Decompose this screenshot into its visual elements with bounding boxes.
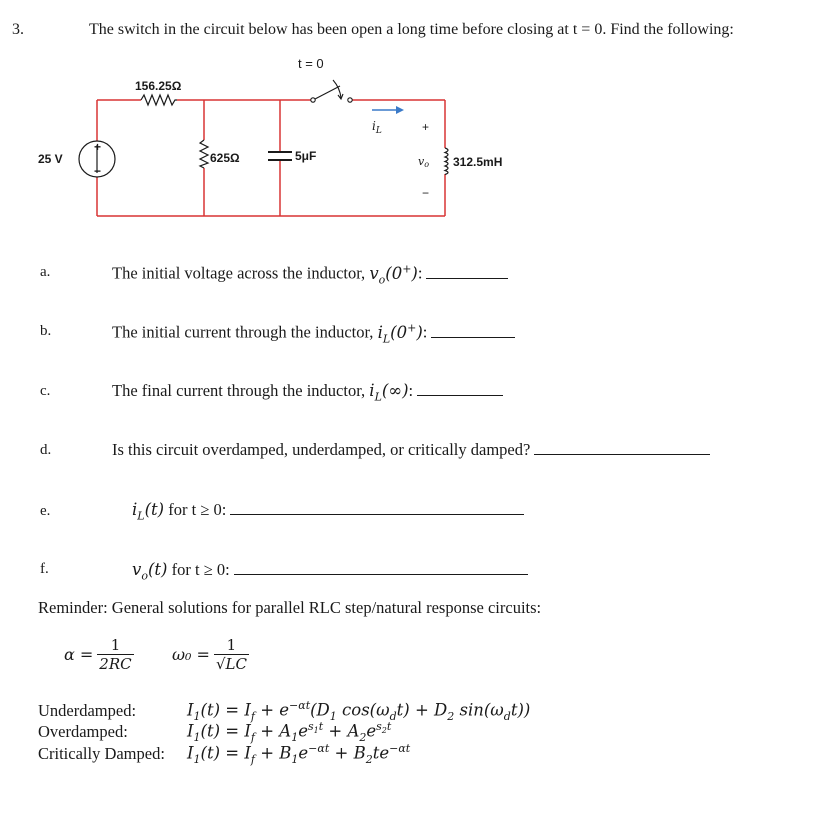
question-c-letter: c. [40,383,51,399]
inductor-label: 312.5mH [453,155,503,169]
answer-e-field[interactable] [230,513,524,515]
alpha-lhs: α = [64,645,94,664]
question-c-text: The final current through the inductor, [112,381,370,400]
case-critical-name: Critically Damped: [38,744,165,763]
alpha-formula [64,636,134,673]
question-a-letter: a. [40,264,51,280]
question-a [112,262,508,286]
capacitor-label: 5μF [295,149,317,163]
question-a-text: The initial voltage across the inductor, [112,263,370,283]
question-b-text: The initial current through the inductor, [112,322,378,342]
question-f-symbol: $v_o(t)$ [132,560,168,583]
current-label: $i_L$ [372,119,382,136]
alpha-den: 2RC [99,655,132,673]
source-plus: + [94,140,102,154]
answer-f-field[interactable] [234,573,528,575]
circuit-diagram [0,0,814,240]
case-critical-formula: $I_1(t) = I_f + B_1e^{-\alpha t} + B_2te^{-\alpha t}$ [187,742,411,766]
inductor [445,148,448,175]
question-a-tail: : [417,263,423,283]
current-arrow [372,106,404,114]
resistor-shunt [200,140,208,168]
question-c-tail: : [408,381,414,400]
reminder-text: Reminder: General solutions for parallel RLC step/natural response circuits: [38,598,542,617]
question-b-letter: b. [40,323,52,339]
answer-a-field[interactable] [426,277,508,279]
case-underdamped-formula: $I_1(t) = I_f + e^{-\alpha t}(D_1$ $\cos(\omega_dt) + D_2$ $\sin(\omega_dt)$) [187,699,531,723]
source-label: 25 V [38,152,63,166]
question-a-symbol: $v_o(0^+)$ [369,262,418,286]
question-b-tail: : [422,322,428,342]
question-f [132,560,528,582]
omega-fraction [214,636,249,673]
omega-formula [172,636,249,673]
alpha-num: 1 [97,636,133,655]
case-overdamped-name: Overdamped: [38,722,128,741]
question-b-symbol: $i_L(0^+)$ [377,321,423,345]
question-f-text: for t ≥ 0: [167,560,230,579]
vo-label: vo [418,155,430,169]
resistor-series-label: 156.25Ω [135,79,182,93]
vo-minus: − [422,186,430,200]
omega-lhs: ω₀ = [172,645,210,664]
question-e [132,500,524,522]
answer-b-field[interactable] [431,336,515,338]
capacitor [268,152,292,160]
question-e-text: for t ≥ 0: [164,500,227,519]
question-c-symbol: $i_L(\infty)$ [369,381,409,404]
question-b [112,321,515,345]
problem-statement: The switch in the circuit below has been open a long time before closing at t = 0. Find the following: [89,21,734,38]
answer-d-field[interactable] [534,453,710,455]
vo-plus: + [422,120,430,134]
answer-c-field[interactable] [417,394,503,396]
circuit-wires [97,100,445,216]
question-d-text: Is this circuit overdamped, underdamped, or critically damped? [112,440,531,459]
question-d [112,440,710,460]
case-overdamped-formula: $I_1(t) = I_f + A_1e^{s_1t} + A_2e^{s_2t}$ [187,720,392,744]
resistor-series [141,95,177,105]
alpha-fraction [97,636,133,673]
switch-label: t = 0 [298,56,324,71]
question-c [112,381,503,403]
resistor-shunt-label: 625Ω [210,151,240,165]
switch [311,80,352,102]
source-minus: − [94,164,102,178]
omega-den: √LC [215,655,247,673]
question-f-letter: f. [40,561,49,577]
question-e-letter: e. [40,503,51,519]
case-underdamped-name: Underdamped: [38,701,137,720]
question-e-symbol: $i_L(t)$ [132,500,165,523]
omega-num: 1 [214,636,249,655]
question-d-letter: d. [40,442,52,458]
problem-number: 3. [12,21,24,38]
